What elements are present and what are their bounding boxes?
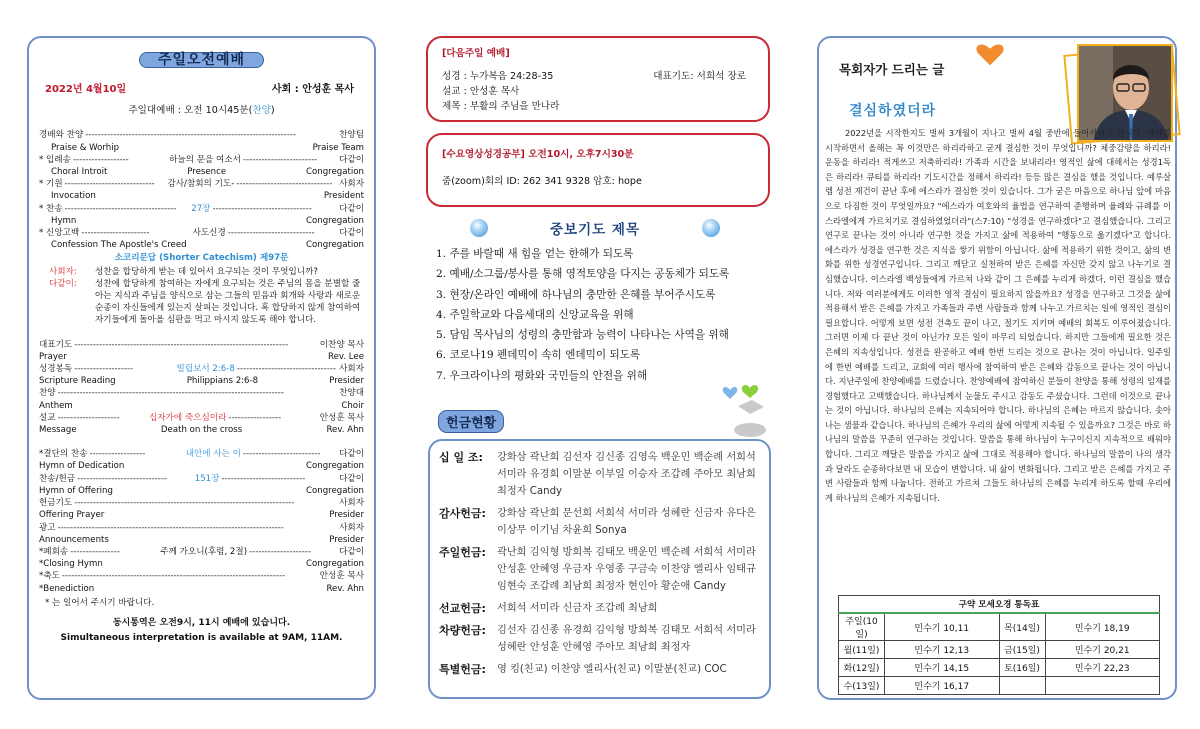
next-week-scripture: 성경 : 누가복음 24:28-35 [442,71,554,82]
responsive-answer: 다같이: 성찬에 합당하게 참여하는 자에게 요구되는 것은 주님의 몸을 분별할 줄 아는 지식과 주님을 양식으로 삼는 그들의 믿음과 회개와 사랑과 새로운 순종이 자신들에게 있는지 살피는 것입니다. 혹 합당하지 않게 참여하여 자기들에게 돌아올 심판을 먹고 마시지 않도록 해야 합니다. [49,278,361,326]
prayer-title: 중보기도 제목 [550,222,640,238]
offering-title: 헌금현황 [438,410,504,433]
order-dedication: *결단의 찬송 ------------------ 내안에 사는 이 ------------------------- 다같이 Hymn of Dedication Congregation [39,449,364,472]
bubble-icon [702,219,720,237]
offering-row: 십 일 조: 강화삼 곽난희 김선자 김신종 김영옥 백운민 백순례 서희석 서미라 유경희 이말분 이부일 이승자 조갑례 주아모 최남희 최정자 Candy [439,451,756,497]
prayer-item: 2. 예배/소그룹/봉사를 통해 영적토양을 다지는 공동체가 되도록 [436,268,730,281]
order-anthem: 찬양 ------------------------------------------------------------------------- 찬양대 Anthem Choir [39,388,364,411]
pastor-letter-panel [817,36,1177,700]
order-creed: * 신앙고백 ---------------------- 사도신경 ---------------------------- 다같이 Confession The Apostle's Creed Congregation [39,228,364,251]
order-invocation: * 기원 ----------------------------- 감사/참회의 기도- ------------------------------- 사회자 Invocation President [39,179,364,202]
wednesday-study-title: [수요영상성경공부] 오전10시, 오후7시30분 [442,149,634,160]
responsive-question: 사회자: 성찬을 합당하게 받는 데 있어서 요구되는 것이 무엇입니까? [49,266,318,277]
next-week-title: [다음주일 예배] [442,48,510,59]
bible-reading-table [838,595,1160,695]
table-row: 화(12일) 민수기 14,15 토(16일) 민수기 22,23 [839,659,1160,677]
standing-note: * 는 일어서 주시기 바랍니다. [45,597,155,608]
offering-row: 차량헌금: 김선자 김신종 유경희 김익형 방희복 김태모 서희석 서미라 성혜란 안성훈 안혜영 주아모 최남희 최정자 [439,624,756,653]
sermon-title: 결심하였더라 [849,103,937,119]
prayer-item: 3. 현장/온라인 예배에 하나님의 충만한 은혜를 부어주시도록 [436,288,716,301]
next-week-prayer: 대표기도: 서희석 장로 [653,71,746,82]
pastor-letter-title: 목회자가 드리는 글 [839,62,945,77]
green-heart-icon [742,385,758,398]
pastor-essay: 2022년을 시작한지도 벌써 3개월이 지나고 벌써 4월 중반에 들어서려고 합니다. 새해를 시작하면서 올해는 꼭 이것만은 하리라하고 굳게 결심한 것이 무엇입니까? 체중감량을 하리라! 운동을 하리라! 적게쓰고 저축하리라! 가족과 시간을 보내리라! 영적인 삶에 대해서는 성경1독은 하리라! 큐티를 하리라! 기도시간을 정해서 하리라! 등등 많은 결심을 했을 것입니다. 예루살렘 성전 재건이 끝난 후에 에스라가 결심한 것이 있습니다. 그가 굳은 마음으로 하나님 앞에 마음으로 다짐한 것이 무엇일까요? "에스라가 여호와의 율법을 연구하여 준행하며 율례와 규례를 이스라엘에게 가르치기로 결심하였었더라"(스7:10) "성경을 연구하겠다"고 결심했습니다. 그리고 연구로 끝나는 것이 아니라 연구한 것을 가지고 삶에 적용하여 "행동으로 옮기겠다"고 합니다. 에스라가 성경을 연구한 것은 지식을 쌓기 위함이 아닙니다. 삶에 적용하기 위한 것이고, 삶의 변화를 위한 성경연구입니다. 그리고 깨닫고 실천하여 받은 은혜를 자신만 갖지 않고 나누기로 결심했습니다. 이스라엘 백성들에게 가르쳐 나와 같이 그 은혜를 누리게 하겠다, 이런 결심을 했습니다. 저와 여러분에게도 이러한 영적 결심이 필요하지 않을까요? 성경을 연구하고 그것을 삶에 적용해서 받은 은혜를 가지고 가족들과 주변 사람들과 함께 나누고 가르치는 일에 영적인 결심이 필요합니다. 어떻게 보면 성전 건축도 끝이 나고, 절기도 지키며 예배의 회복도 이루어졌습니다. 그러면 이제 다 끝난 것이 아닌가? 모든 일이 마무리 되었습니다. 하지만 그들에게 필요한 것은 은혜의 지속성입니다. 성전을 완공하고 예배 한번 드리는 것으로 끝나는 것이 아닙니다. 일주일에 한번 예배를 드리고, 교회에 여러 행사에 참여하여 받은 은혜와 감동으로 끝나는 것이 아닙니다. 지난주일에 찬양예배를 드렸습니다. 찬양예배에 참여하신 분들이 찬양을 통해 성령의 임재를 경험했다고 고백했습니다. 하나님께서 눈물도 주시고 감동도 주셨습니다. 그런데 이것으로 끝나는 것이 아닙니다. 하나님의 은혜는 지속되어야 합니다. 하나님의 은혜는 마르지 않습니다. 솟아나는 샘물과 같습니다. 하나님의 은혜가 우리의 삶에 어떻게 지속될 수 있을까요? 그것은 바로 하나님의 말씀을 꾸준히 연구하는 것입니다. 말씀을 통해 하나님이 누구이신지 지속적으로 배워야 합니다. 그리고 깨달은 말씀을 가지고 삶에 그대로 적용해야 합니다. 하나님의 말씀이 나의 생각과 달라도 순종하다보면 내 모습이 변합니다. 내 삶이 변화됩니다. 그리고 받은 은혜를 가지고 주변 사람들과 함께 나눕니다. 전하고 가르쳐 그들도 하나님의 은혜를 누리게 하도록 할때 우리에게 하나님의 은혜가 지속됩니다. [825,128,1171,503]
prayer-list [436,244,781,386]
interpretation-en: Simultaneous interpretation is available at 9AM, 11AM. [60,633,343,644]
order-announcements: 광고 ------------------------------------------------------------------------- 사회자 Announcements Presider [39,522,364,545]
order-praise: 경배와 찬양 -------------------------------------------------------------------- 찬양팀 Praise & Worhip Praise Team [39,130,364,153]
table-row: 주일(10일) 민수기 10,11 목(14일) 민수기 18,19 [839,613,1160,641]
zoom-meeting-id: 줌(zoom)회의 ID: 262 341 9328 암호: hope [442,176,642,187]
offering-row: 주일헌금: 곽난희 김익형 방희복 김태모 백운민 백순례 서희석 서미라 안성훈 안혜영 우금자 우영종 구금숙 이찬양 엘리사 임태규 임현숙 조갑례 최남희 최정자 현인아 황순애 Candy [439,546,756,592]
service-date: 2022년 4월10일 [45,84,127,95]
reading-table-title: 구약 모세오경 통독표 [839,596,1160,614]
order-introit: * 입례송 ------------------ 하늘의 문을 여소서 ------------------------ 다같이 Choral Introit Presence Congregation [39,154,364,178]
offering-row: 선교헌금: 서희석 서미라 신금자 조갑례 최남희 [439,602,658,615]
offering-row: 특별헌금: 영 킹(친교) 이찬양 엘리사(친교) 이말분(친교) COC [439,663,727,676]
wednesday-study-box [426,133,770,207]
catechism-heading: 소코리문답 (Shorter Catechism) 제97문 [114,253,289,264]
decorative-hearts [720,376,770,438]
order-of-worship-panel [27,36,376,700]
blue-heart-icon [723,387,738,399]
service-time: 주일대예배 : 오전 10시45분(찬양) [128,105,275,117]
heart-icon [975,40,1005,68]
prayer-item: 6. 코로나19 펜데믹이 속히 엔데믹이 되도록 [436,349,641,362]
next-week-box [426,36,770,122]
service-host: 사회 : 안성훈 목사 [271,84,354,95]
interpretation-ko: 동시통역은 오전9시, 11시 예배에 있습니다. [112,617,291,628]
order-offering: 찬송/헌금 ----------------------------- 151장 --------------------------- 다같이 Hymn of Offering Congregation [39,473,364,496]
next-week-topic: 제목 : 부활의 주님을 만나라 [442,101,560,112]
offering-row: 감사헌금: 강화삼 곽난희 문선희 서희석 서미라 성혜란 신금자 유다은 이상무 이기님 차윤희 Sonya [439,507,756,536]
prayer-item: 7. 우크라이나의 평화와 국민들의 안전을 위해 [436,369,648,382]
order-hymn: * 찬송 ------------------------------------ 27장 -------------------------------- 다같이 Hymn Congregation [39,203,364,226]
prayer-item: 1. 주를 바랄때 새 힘을 얻는 한해가 되도록 [436,248,634,260]
table-row: 수(13일) 민수기 16,17 [839,677,1160,695]
order-scripture: 성경봉독 ------------------- 빌립보서 2:6-8 -------------------------------- 사회자 Scripture Reading Philippians 2:6-8 Presider [39,364,364,387]
next-week-preacher: 설교 : 안성훈 목사 [442,86,520,97]
order-closing: *폐회송 ---------------- 주께 가오니(후렴, 2절) -------------------- 다같이 *Closing Hymn Congregation [39,546,364,570]
worship-title: 주일오전예배 [139,52,264,68]
prayer-item: 4. 주일학교와 다음세대의 신앙교육을 위해 [436,308,634,321]
bubble-icon [470,219,488,237]
order-benediction: *축도 ------------------------------------------------------------------------ 안성훈 목사 *Benediction Rev. Ahn [39,571,364,594]
table-row: 월(11일) 민수기 12,13 금(15일) 민수기 20,21 [839,641,1160,659]
order-offering-prayer: 헌금기도 ----------------------------------------------------------------------- 사회자 Offering Prayer Presider [39,498,364,521]
order-prayer: 대표기도 --------------------------------------------------------------------- 이찬양 목사 Prayer Rev. Lee [39,339,364,362]
order-sermon: 설교 -------------------- 십자가에 죽으심이라 ----------------- 안성훈 목사 Message Death on the cross Rev. Ahn [39,412,364,436]
prayer-item: 5. 담임 목사님의 성령의 충만함과 능력이 나타나는 사역을 위해 [436,329,729,342]
offering-box [428,439,771,699]
